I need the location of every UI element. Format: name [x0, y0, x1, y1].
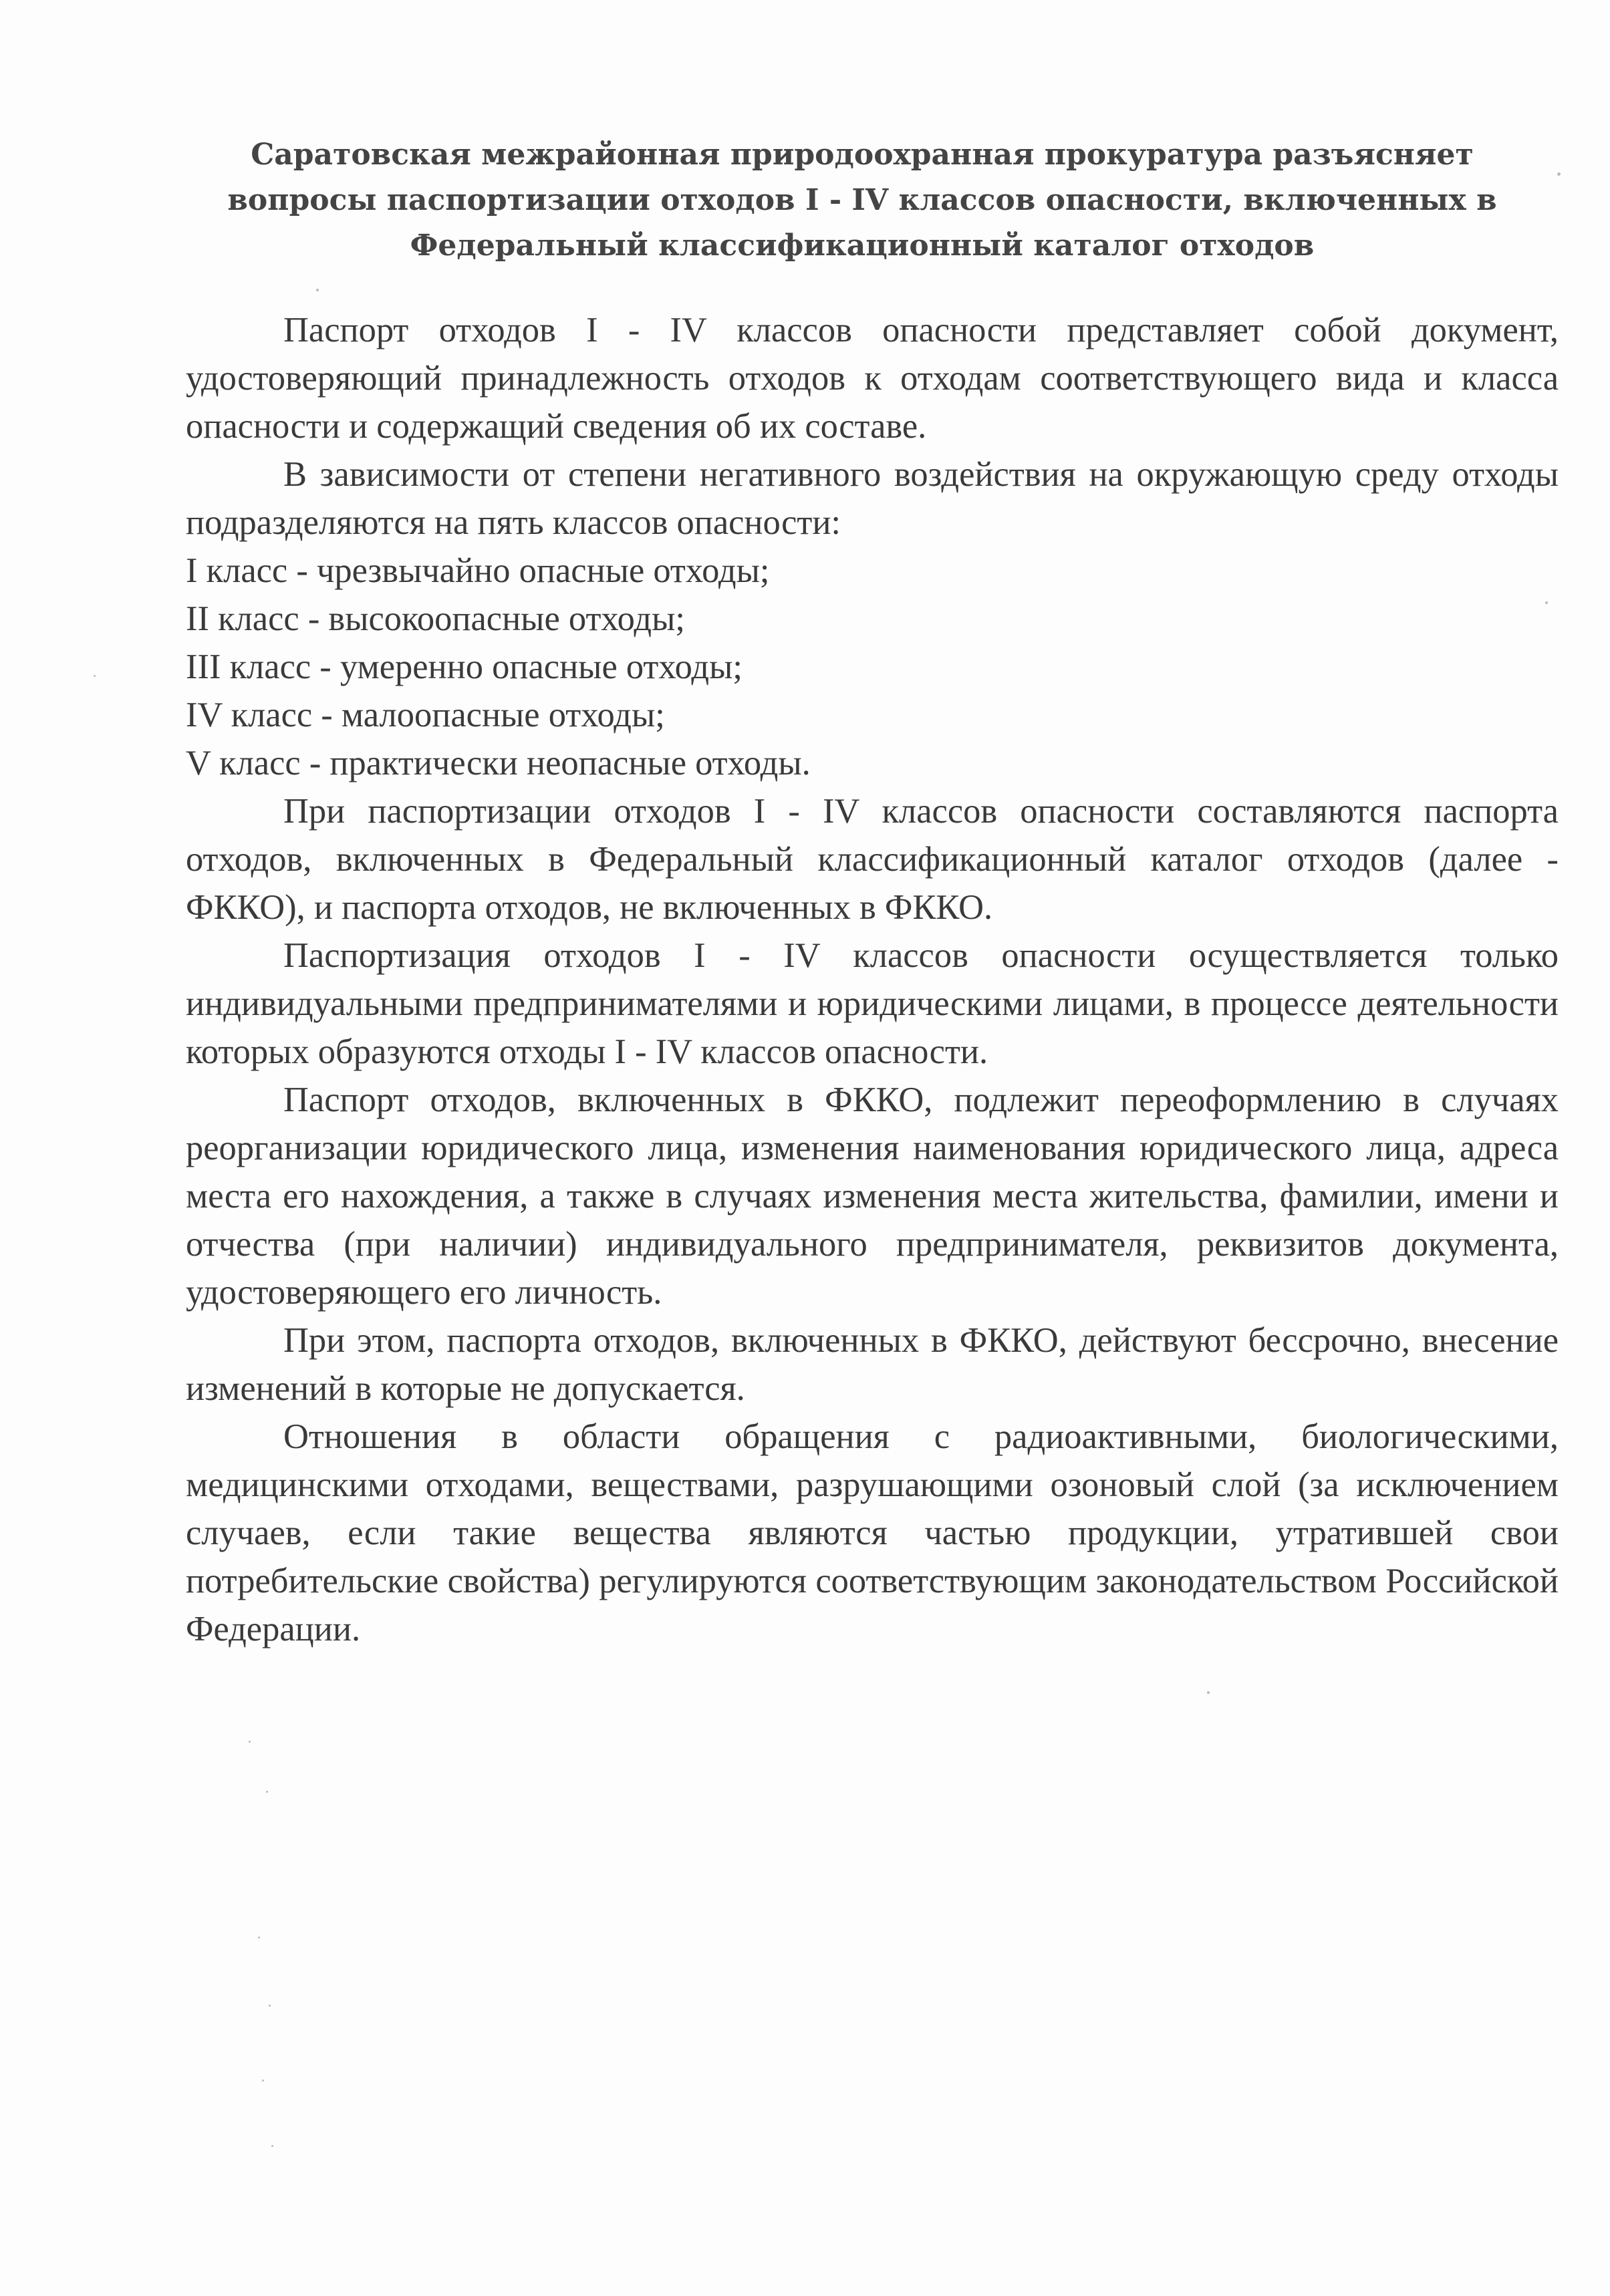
paragraph-who-certifies: Паспортизация отходов I - IV классов опасности осуществляется только индивидуальными предпринимателями и юридическими лицами, в процессе деятельности которых образуются отходы I - IV классов опасности.: [186, 936, 1559, 1071]
hazard-class-item-3: III класс - умеренно опасные отходы;: [186, 648, 743, 686]
document-title: [200, 132, 1524, 269]
paragraph-legislation: Отношения в области обращения с радиоактивными, биологическими, медицинскими отходами, веществами, разрушающими озоновый слой (за исключением случаев, если такие вещества являются частью продукции, утратившей свои потребительские свойства) регулируются соответствующим законодательством Российской Федерации.: [186, 1417, 1559, 1648]
scan-speck: [1545, 601, 1548, 604]
scan-speck: [269, 2005, 271, 2007]
scan-speck: [1557, 172, 1561, 176]
title-line-2: вопросы паспортизации отходов I - IV классов опасности, включенных в: [227, 183, 1497, 217]
scan-speck: [94, 675, 96, 677]
hazard-class-item-5: V класс - практически неопасные отходы.: [186, 744, 811, 782]
title-line-3: Федеральный классификационный каталог отходов: [410, 229, 1315, 263]
scan-speck: [1207, 1691, 1210, 1694]
hazard-class-list: [186, 547, 1559, 787]
scan-speck: [271, 2145, 273, 2147]
document-body: [186, 306, 1559, 1653]
hazard-class-item-1: I класс - чрезвычайно опасные отходы;: [186, 551, 770, 590]
paragraph-indefinite-validity: При этом, паспорта отходов, включенных в ФККО, действуют бессрочно, внесение изменений в которые не допускается.: [186, 1321, 1559, 1408]
scan-speck: [266, 1791, 268, 1793]
hazard-class-item-2: II класс - высокоопасные отходы;: [186, 599, 685, 638]
paragraph-hazard-classes-intro: В зависимости от степени негативного воздействия на окружающую среду отходы подразделяются на пять классов опасности:: [186, 455, 1559, 542]
scan-speck: [258, 1936, 260, 1939]
paragraph-passport-types: При паспортизации отходов I - IV классов опасности составляются паспорта отходов, включенных в Федеральный классификационный каталог отходов (далее - ФККО), и паспорта отходов, не включенных в ФККО.: [186, 792, 1559, 927]
scan-speck: [249, 1741, 251, 1743]
paragraph-passport-definition: Паспорт отходов I - IV классов опасности представляет собой документ, удостоверяющий принадлежность отходов к отходам соответствующего вида и класса опасности и содержащий сведения об их составе.: [186, 311, 1559, 446]
hazard-class-item-4: IV класс - малоопасные отходы;: [186, 696, 665, 734]
scan-speck: [316, 289, 319, 291]
paragraph-reissue-cases: Паспорт отходов, включенных в ФККО, подлежит переоформлению в случаях реорганизации юридического лица, изменения наименования юридического лица, адреса места его нахождения, а также в случаях изменения места жительства, фамилии, имени и отчества (при наличии) индивидуального предпринимателя, реквизитов документа, удостоверяющего его личность.: [186, 1081, 1559, 1312]
scan-speck: [262, 2079, 264, 2082]
title-line-1: Саратовская межрайонная природоохранная прокуратура разъясняет: [251, 138, 1474, 172]
